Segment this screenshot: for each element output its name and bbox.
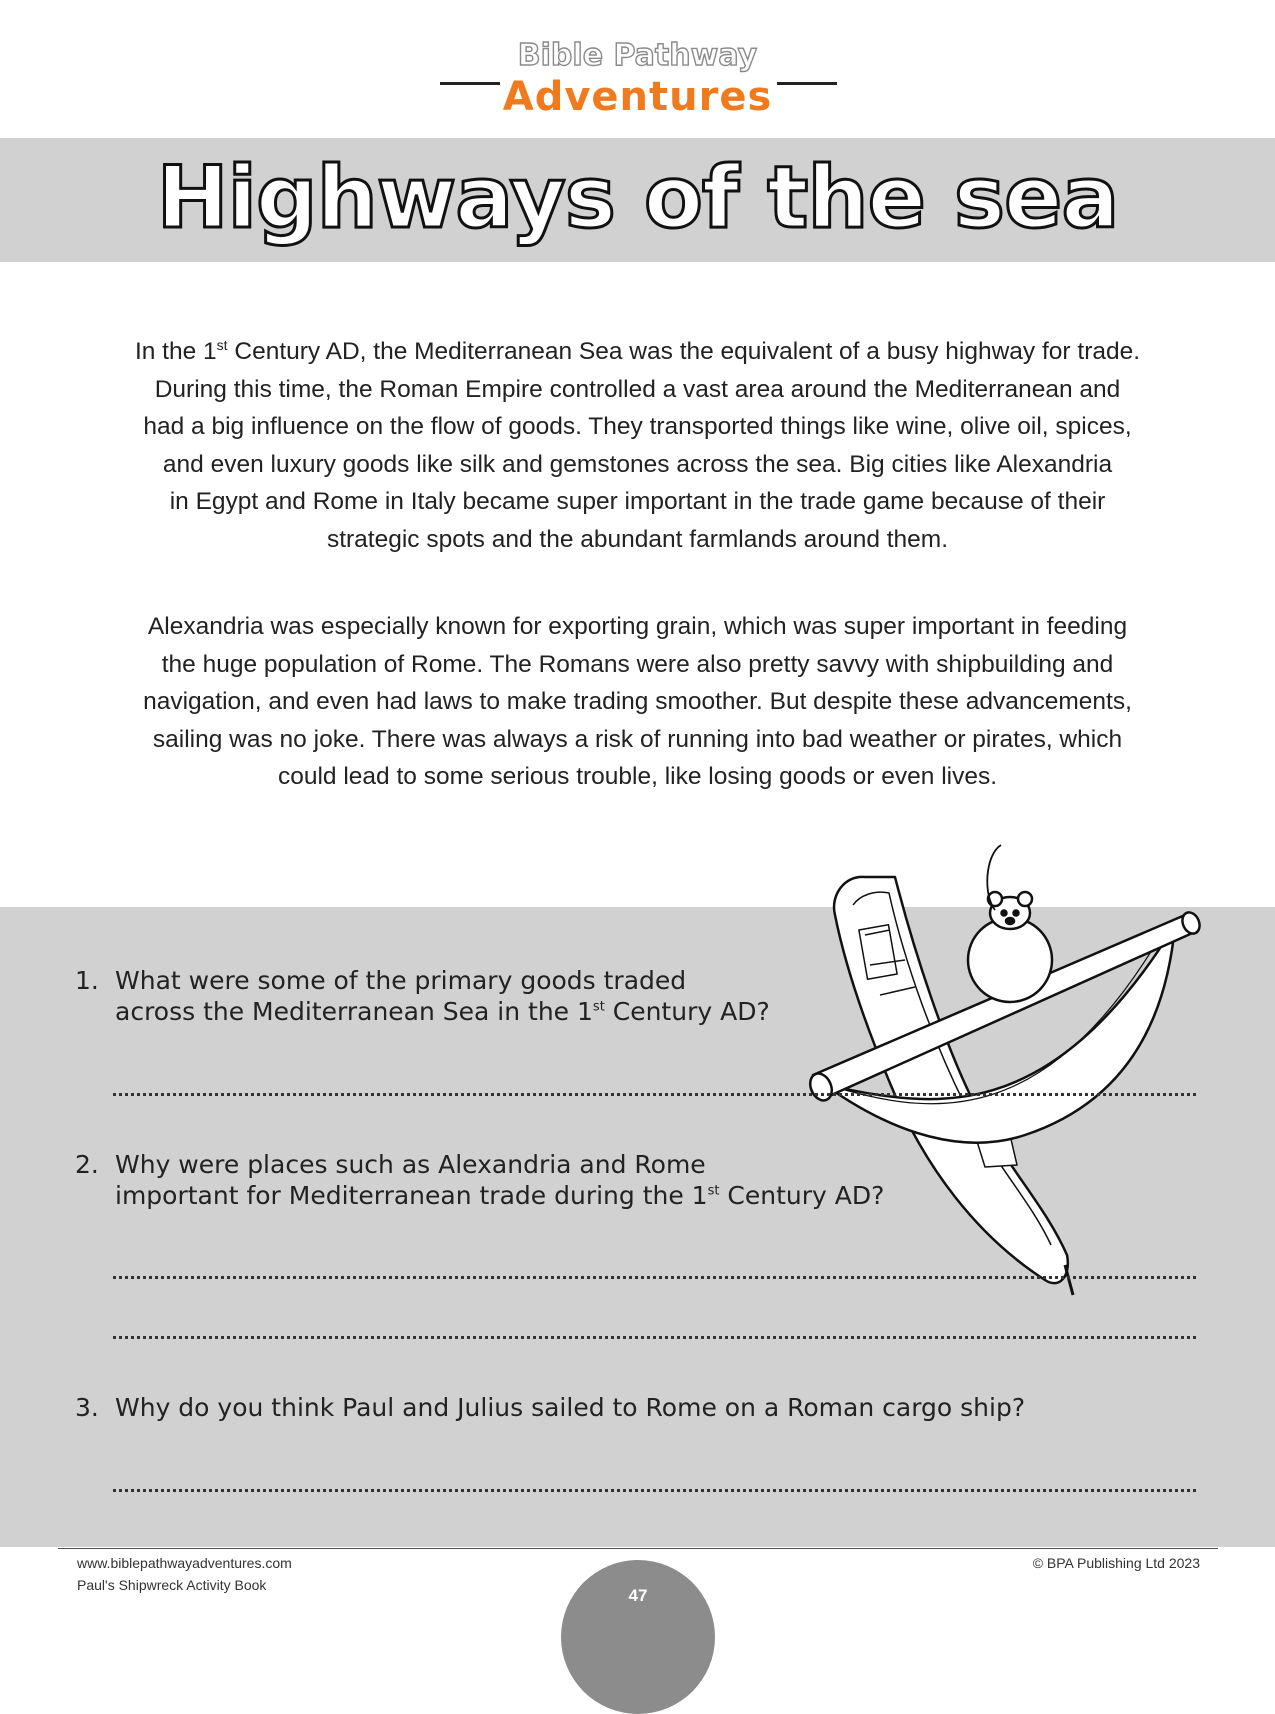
paragraph-line: During this time, the Roman Empire controlled a vast area around the Mediterranean and bbox=[154, 375, 1121, 403]
paragraph-line: and even luxury goods like silk and gemstones across the sea. Big cities like Alexandria bbox=[162, 450, 1113, 478]
logo-adventures: Adventures bbox=[502, 74, 773, 120]
paragraph-line: Alexandria was especially known for exporting grain, which was super important in feeding bbox=[147, 613, 1128, 640]
footer-rule bbox=[58, 1548, 1218, 1549]
question-text: Why do you think Paul and Julius sailed to Rome on a Roman cargo ship? bbox=[115, 1393, 1026, 1422]
answer-line-q2b[interactable] bbox=[113, 1336, 1196, 1339]
page-number-tab bbox=[561, 1560, 715, 1714]
page-title: Highways of the sea bbox=[156, 148, 1119, 248]
page-number: 47 bbox=[628, 1586, 648, 1605]
paragraph-line: had a big influence on the flow of goods. They transported things like wine, olive oil, spices, bbox=[143, 413, 1132, 440]
footer-book-title: Paul's Shipwreck Activity Book bbox=[77, 1577, 267, 1593]
question-text: Why were places such as Alexandria and Rome important for Mediterranean trade during the 1st Century AD? bbox=[115, 1150, 885, 1210]
answer-line-q2a[interactable] bbox=[113, 1276, 1196, 1279]
question-number: 3. bbox=[75, 1393, 99, 1422]
paragraph-line: in Egypt and Rome in Italy became super important in the trade game because of their bbox=[169, 488, 1106, 515]
answer-line-q3[interactable] bbox=[113, 1489, 1196, 1492]
paragraph-line: In the 1st Century AD, the Mediterranean Sea was the equivalent of a busy highway for trade. bbox=[134, 336, 1141, 365]
answer-line-q1[interactable] bbox=[113, 1093, 1196, 1096]
intro-paragraph-2 bbox=[70, 608, 1205, 796]
ship-with-mouse-illustration bbox=[805, 835, 1215, 1305]
question-number: 1. bbox=[75, 966, 99, 995]
question-number: 2. bbox=[75, 1150, 99, 1179]
logo-bible-pathway: Bible Pathway bbox=[517, 38, 758, 73]
title-band bbox=[0, 138, 1275, 262]
paragraph-line: could lead to some serious trouble, like losing goods or even lives. bbox=[277, 763, 998, 790]
paragraph-line: the huge population of Rome. The Romans were also pretty savvy with shipbuilding and bbox=[161, 650, 1114, 678]
paragraph-line: strategic spots and the abundant farmlands around them. bbox=[326, 525, 949, 553]
footer-website[interactable]: www.biblepathwayadventures.com bbox=[77, 1555, 292, 1571]
footer-copyright: © BPA Publishing Ltd 2023 bbox=[1032, 1555, 1200, 1571]
intro-paragraph-1 bbox=[70, 333, 1205, 558]
question-text: What were some of the primary goods traded across the Mediterranean Sea in the 1st Century AD? bbox=[115, 966, 770, 1026]
paragraph-line: sailing was no joke. There was always a risk of running into bad weather or pirates, which bbox=[152, 725, 1123, 753]
paragraph-line: navigation, and even had laws to make trading smoother. But despite these advancements, bbox=[143, 688, 1132, 715]
